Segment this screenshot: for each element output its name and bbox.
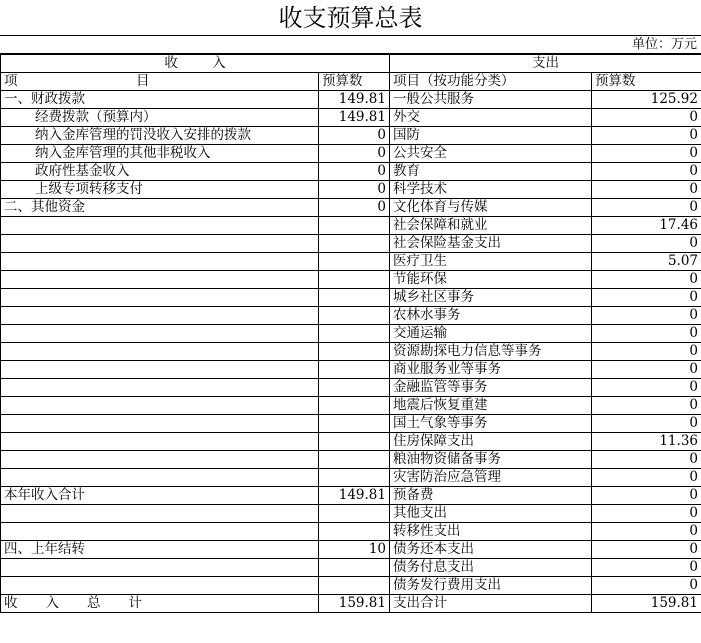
income-total-label xyxy=(1,595,319,613)
income-value: 0 xyxy=(319,145,390,163)
income-value xyxy=(319,271,390,289)
income-value: 149.81 xyxy=(319,487,390,505)
item-header-left: 项 xyxy=(4,73,18,89)
expense-item: 农林水事务 xyxy=(390,307,592,325)
expense-item: 债务还本支出 xyxy=(390,541,592,559)
expense-item: 债务发行费用支出 xyxy=(390,577,592,595)
table-row xyxy=(1,523,701,541)
table-row xyxy=(1,559,701,577)
item-column-header xyxy=(1,73,319,91)
table-row xyxy=(1,451,701,469)
expense-item: 其他支出 xyxy=(390,505,592,523)
expense-value: 0 xyxy=(592,199,701,217)
income-item: 经费拨款（预算内） xyxy=(1,109,319,127)
income-item xyxy=(1,253,319,271)
income-value: 0 xyxy=(319,127,390,145)
table-row xyxy=(1,181,701,199)
expense-value: 0 xyxy=(592,289,701,307)
expense-item: 教育 xyxy=(390,163,592,181)
expense-item: 灾害防治应急管理 xyxy=(390,469,592,487)
expense-value: 5.07 xyxy=(592,253,701,271)
income-item xyxy=(1,379,319,397)
table-row xyxy=(1,163,701,181)
table-row xyxy=(1,145,701,163)
income-value: 0 xyxy=(319,163,390,181)
income-item: 四、上年结转 xyxy=(1,541,319,559)
income-item xyxy=(1,523,319,541)
income-value xyxy=(319,217,390,235)
expense-item: 转移性支出 xyxy=(390,523,592,541)
income-value xyxy=(319,451,390,469)
income-item xyxy=(1,325,319,343)
item-header-right: 目 xyxy=(136,73,150,89)
income-value: 0 xyxy=(319,199,390,217)
expense-value: 0 xyxy=(592,181,701,199)
report-title: 收支预算总表 xyxy=(0,0,701,36)
expense-value: 0 xyxy=(592,415,701,433)
income-value xyxy=(319,235,390,253)
expense-value: 0 xyxy=(592,397,701,415)
income-value: 149.81 xyxy=(319,91,390,109)
income-total-text: 收入总计 xyxy=(4,595,170,611)
expense-value: 0 xyxy=(592,307,701,325)
budget-column-header-left: 预算数 xyxy=(319,73,390,91)
section-header-row xyxy=(1,55,701,73)
income-item xyxy=(1,505,319,523)
expense-value: 0 xyxy=(592,109,701,127)
expense-item: 一般公共服务 xyxy=(390,91,592,109)
expense-value: 0 xyxy=(592,379,701,397)
expense-item: 社会保险基金支出 xyxy=(390,235,592,253)
income-value xyxy=(319,433,390,451)
expense-item: 住房保障支出 xyxy=(390,433,592,451)
income-item xyxy=(1,307,319,325)
expense-item: 预备费 xyxy=(390,487,592,505)
expense-item: 城乡社区事务 xyxy=(390,289,592,307)
income-item: 二、其他资金 xyxy=(1,199,319,217)
table-row xyxy=(1,577,701,595)
table-row xyxy=(1,487,701,505)
budget-table xyxy=(0,54,701,613)
income-value xyxy=(319,325,390,343)
table-row xyxy=(1,253,701,271)
expense-item: 债务付息支出 xyxy=(390,559,592,577)
expense-value: 0 xyxy=(592,523,701,541)
expense-value: 0 xyxy=(592,505,701,523)
expense-header: 支出 xyxy=(390,55,701,73)
table-row xyxy=(1,541,701,559)
expense-value: 0 xyxy=(592,559,701,577)
income-value xyxy=(319,469,390,487)
expense-item: 文化体育与传媒 xyxy=(390,199,592,217)
income-item: 纳入金库管理的其他非税收入 xyxy=(1,145,319,163)
income-item xyxy=(1,451,319,469)
income-value xyxy=(319,307,390,325)
table-row xyxy=(1,505,701,523)
income-item: 一、财政拨款 xyxy=(1,91,319,109)
expense-total-label: 支出合计 xyxy=(390,595,592,613)
table-row xyxy=(1,343,701,361)
column-header-row xyxy=(1,73,701,91)
expense-value: 0 xyxy=(592,469,701,487)
income-value xyxy=(319,577,390,595)
income-item xyxy=(1,397,319,415)
expense-item: 节能环保 xyxy=(390,271,592,289)
expense-item: 公共安全 xyxy=(390,145,592,163)
table-row xyxy=(1,217,701,235)
expense-value: 11.36 xyxy=(592,433,701,451)
table-row xyxy=(1,289,701,307)
expense-value: 0 xyxy=(592,451,701,469)
table-row xyxy=(1,433,701,451)
expense-item: 科学技术 xyxy=(390,181,592,199)
expense-item: 国防 xyxy=(390,127,592,145)
income-item xyxy=(1,271,319,289)
table-row xyxy=(1,397,701,415)
total-row xyxy=(1,595,701,613)
expense-value: 0 xyxy=(592,235,701,253)
income-value xyxy=(319,253,390,271)
expense-value: 0 xyxy=(592,361,701,379)
expense-value: 0 xyxy=(592,343,701,361)
income-item xyxy=(1,415,319,433)
income-value xyxy=(319,523,390,541)
expense-item: 交通运输 xyxy=(390,325,592,343)
budget-column-header-right: 预算数 xyxy=(592,73,701,91)
expense-value: 0 xyxy=(592,541,701,559)
expense-item: 商业服务业等事务 xyxy=(390,361,592,379)
expense-value: 0 xyxy=(592,163,701,181)
table-row xyxy=(1,235,701,253)
expense-item: 资源勘探电力信息等事务 xyxy=(390,343,592,361)
expense-item: 金融监管等事务 xyxy=(390,379,592,397)
income-total-value: 159.81 xyxy=(319,595,390,613)
expense-value: 0 xyxy=(592,127,701,145)
table-row xyxy=(1,361,701,379)
table-row xyxy=(1,307,701,325)
income-value xyxy=(319,505,390,523)
expense-item: 医疗卫生 xyxy=(390,253,592,271)
function-column-header: 项目（按功能分类） xyxy=(390,73,592,91)
income-value xyxy=(319,343,390,361)
expense-value: 125.92 xyxy=(592,91,701,109)
table-row xyxy=(1,109,701,127)
income-value xyxy=(319,379,390,397)
income-item xyxy=(1,577,319,595)
income-item xyxy=(1,433,319,451)
income-item xyxy=(1,217,319,235)
income-item xyxy=(1,235,319,253)
income-item xyxy=(1,559,319,577)
income-item xyxy=(1,469,319,487)
expense-item: 国土气象等事务 xyxy=(390,415,592,433)
table-row xyxy=(1,91,701,109)
income-item: 上级专项转移支付 xyxy=(1,181,319,199)
expense-value: 0 xyxy=(592,325,701,343)
expense-item: 社会保障和就业 xyxy=(390,217,592,235)
expense-value: 0 xyxy=(592,487,701,505)
unit-label: 单位：万元 xyxy=(0,36,701,54)
income-header: 收 入 xyxy=(1,55,390,73)
income-value xyxy=(319,361,390,379)
income-value: 149.81 xyxy=(319,109,390,127)
expense-item: 地震后恢复重建 xyxy=(390,397,592,415)
expense-total-value: 159.81 xyxy=(592,595,701,613)
table-row xyxy=(1,271,701,289)
expense-item: 外交 xyxy=(390,109,592,127)
table-row xyxy=(1,469,701,487)
income-value xyxy=(319,289,390,307)
income-value xyxy=(319,397,390,415)
income-item xyxy=(1,361,319,379)
expense-item: 粮油物资储备事务 xyxy=(390,451,592,469)
income-value: 10 xyxy=(319,541,390,559)
expense-value: 0 xyxy=(592,577,701,595)
expense-value: 0 xyxy=(592,271,701,289)
income-item: 本年收入合计 xyxy=(1,487,319,505)
income-value: 0 xyxy=(319,181,390,199)
table-row xyxy=(1,379,701,397)
income-value xyxy=(319,415,390,433)
table-row xyxy=(1,325,701,343)
table-row xyxy=(1,415,701,433)
income-item: 政府性基金收入 xyxy=(1,163,319,181)
expense-value: 0 xyxy=(592,145,701,163)
expense-value: 17.46 xyxy=(592,217,701,235)
table-row xyxy=(1,199,701,217)
income-item xyxy=(1,343,319,361)
table-row xyxy=(1,127,701,145)
income-value xyxy=(319,559,390,577)
income-item xyxy=(1,289,319,307)
income-item: 纳入金库管理的罚没收入安排的拨款 xyxy=(1,127,319,145)
